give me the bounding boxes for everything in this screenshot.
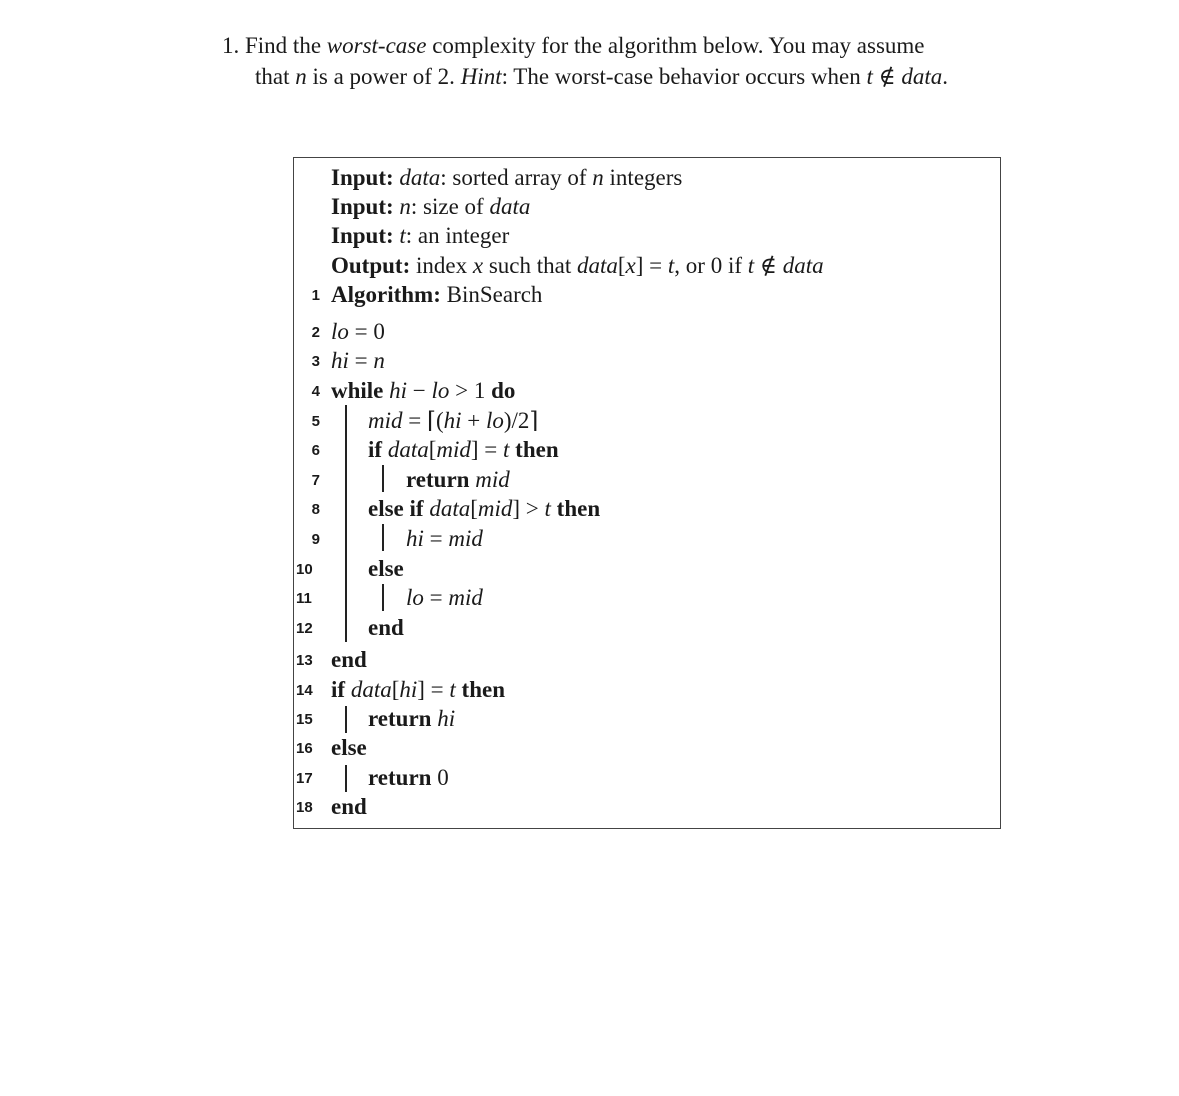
question-line-1: 1. Find the worst-case complexity for the algorithm below. You may assume bbox=[222, 33, 925, 58]
algo-line-4: 4 while hi − lo > 1 do bbox=[311, 378, 516, 403]
question-number: 1. bbox=[222, 33, 240, 58]
algo-line-9: 9 hi = mid bbox=[311, 526, 483, 551]
output-line: Output: index x such that data[x] = t, or 0 if t ∉ data bbox=[331, 253, 824, 278]
input-line: Input: data: sorted array of n integers bbox=[331, 165, 683, 190]
algo-line-13: 13 end bbox=[296, 647, 367, 672]
input-line: Input: n: size of data bbox=[331, 194, 531, 219]
algo-line-10: 10 else bbox=[296, 556, 404, 581]
algo-line-8: 8 else if data[mid] > t then bbox=[311, 496, 601, 521]
algo-line-15: 15 return hi bbox=[296, 706, 456, 731]
algo-line-6: 6 if data[mid] = t then bbox=[311, 437, 559, 462]
question-line-2: that n is a power of 2. Hint: The worst-case behavior occurs when t ∉ data. bbox=[255, 64, 949, 89]
question-text bbox=[222, 30, 1062, 92]
input-line: Input: t: an integer bbox=[331, 223, 510, 248]
algo-line-16: 16 else bbox=[296, 735, 367, 760]
algo-line-3: 3 hi = n bbox=[311, 348, 385, 373]
algo-line-7: 7 return mid bbox=[311, 467, 510, 492]
algo-line-14: 14 if data[hi] = t then bbox=[296, 677, 505, 702]
algo-line-18: 18 end bbox=[296, 794, 367, 819]
algo-line-17: 17 return 0 bbox=[296, 765, 449, 790]
algorithm-box bbox=[293, 157, 1001, 829]
algo-line-11: 11 lo = mid bbox=[296, 585, 483, 610]
algo-line-2: 2 lo = 0 bbox=[311, 319, 385, 344]
algo-line-5: 5 mid = ⌈(hi + lo)/2⌉ bbox=[311, 408, 539, 433]
algo-line-1: 1 Algorithm: BinSearch bbox=[311, 282, 543, 307]
algo-line-12: 12 end bbox=[296, 615, 404, 640]
